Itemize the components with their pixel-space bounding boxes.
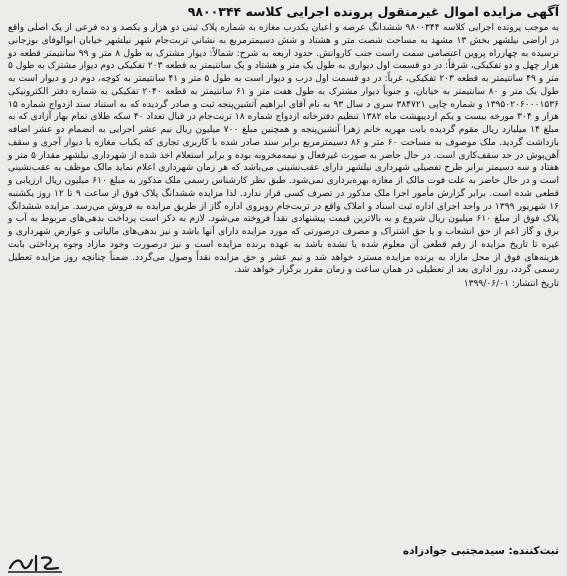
notice-body: به موجب پرونده اجرایی کلاسه ۹۸۰۰۳۴۴ ششدانگ عرصه و اعیان یکدرب مغازه به شماره پلاک ثبتی دو هزار و یکصد و ده فرعی از یک اصلی واقع در اراضی نیلشهر بخش ۱۳ مشهد به مساحت شصت متر و هشتاد و شش دسیمترمربع به نشانی تربت‌جام شهر نیلشهر خیابان ابوالوفای بوزجانی نرسیده به چهارراه پروین اعتصامی سمت راست جنب کاروانش. حدود اربعه به شرح: شمالاً: دیوار مشترک به طول ۸ متر و ۹۹ سانتیمتر قطعه دو هزار چهل و دو تفکیکی، شرقاً: در دو قسمت اول دیواری به طول یک متر و هشتاد و یک سانتیمتر به قطعه ۲۰۳ تفکیکی دوم دیوار مشترک به طول ۵ متر و ۴۹ سانتیمتر به قطعه ۲۰۳ تفکیکی، غرباً: در دو قسمت اول درب و دیوار است به طول ۵ متر و ۴۱ سانتیمتر به کوچه، دوم در و دیوار است به طول یک متر و ۸۰ سانتیمتر به خیابان، و جنوباً دیوار مشترک به طول هفت متر و ۶۱ سانتیمتر به قطعه ۲۰۴۰ تفکیکی به شماره دفتر الکترونیکی ۱۳۹۵۰۲۰۶۰۰۰۱۵۳۶ و شماره چاپی ۳۸۴۷۲۱ سری د سال ۹۳ به نام آقای ابراهیم آتشین‌پنجه ثبت و صادر گردیده که به استناد سند ازدواج شماره ۱۵ هزار و ۳۰۴ مورخه بیست و یکم اردیبهشت ماه ۱۳۸۲ تنظیم دفترخانه ازدواج شماره ۱۸ تربت‌جام در قبال تعداد ۴۰ سکه طلای تمام بهار آزادی که به مبلغ ۱۴ میلیارد ریال مقوم گردیده بابت مهریه خانم زهرا آتشین‌پنجه و همچنین مبلغ ۷۰۰ میلیون ریال نیم عشر اجرایی به انضمام دو عشر اضافه بازداشت گردید. ملک موصوف به مساحت ۶۰ متر و ۸۶ دسیمترمربع برابر سند صادر شده با کاربری تجاری که یکباب مغازه با دیوار آجری و سقف آهن‌پوش در حد سقف‌کاری است. در حال حاضر به صورت غیرفعال و نیمه‌مخروبه بوده و برابر استعلام اخذ شده از شهرداری نیلشهر مقدار ۵ متر و هفتاد و سه دسیمتر برابر طرح تفصیلی شهرداری نیلشهر دارای عقب‌نشینی می‌باشد که هر زمان شهرداری اعلام نماید مالک موظف به عقب‌نشینی است و در حال حاضر به علت فوت مالک از مغازه بهره‌برداری نمی‌شود. طبق نظر کارشناس رسمی ملک مذکور به مبلغ ۶۱۰ میلیون ریال ارزیابی و قطعی شده است. برابر گزارش مأمور اجرا ملک مذکور در تصرف کسی قرار ندارد. لذا مزایده ششدانگ پلاک فوق از ساعت ۹ تا ۱۲ روز یکشنبه ۱۶ شهریور ۱۳۹۹ در واحد اجرای اداره ثبت اسناد و املاک واقع در تربت‌جام روبروی اداره گاز از طریق مزایده به فروش می‌رسد. مزایده ششدانگ پلاک فوق از مبلغ ۶۱۰ میلیون ریال شروع و به بالاترین قیمت پیشنهادی نقداً فروخته می‌شود. لازم به ذکر است پرداخت بدهی‌های مربوط به آب و برق و گاز اعم از حق انشعاب و یا حق اشتراک و مصرف درصورتی که مورد مزایده دارای آنها باشد و نیز بدهی‌های مالیاتی و عوارض شهرداری و غیره تا تاریخ مزایده از رقم قطعی آن معلوم شده یا نشده باشد به عهده برنده مزایده است و نیز درصورت وجود مازاد وجوه پرداختی بابت هزینه‌های فوق از محل مازاد به برنده مزایده مسترد خواهد شد و نیم عشر و حق مزایده نقداً وصول می‌گردد. ضمناً چنانچه روز مزایده تعطیل رسمی گردد، روز اداری بعد از تعطیلی در همان ساعت و زمان مقرر برگزار خواهد شد. xyxy=(8,23,560,276)
handwritten-stamp xyxy=(6,550,64,574)
registrar-name: سیدمجتبی جوادزاده xyxy=(402,545,505,557)
registrar-label: ثبت‌کننده: xyxy=(508,545,559,557)
registrar-line xyxy=(8,544,559,558)
publication-date: تاریخ انتشار: ۱۳۹۹/۰۶/۰۱ xyxy=(463,279,559,289)
notice-title: آگهی مزایده اموال غیرمنقول پرونده اجرایی کلاسه ۹۸۰۰۳۴۴ xyxy=(187,4,559,19)
